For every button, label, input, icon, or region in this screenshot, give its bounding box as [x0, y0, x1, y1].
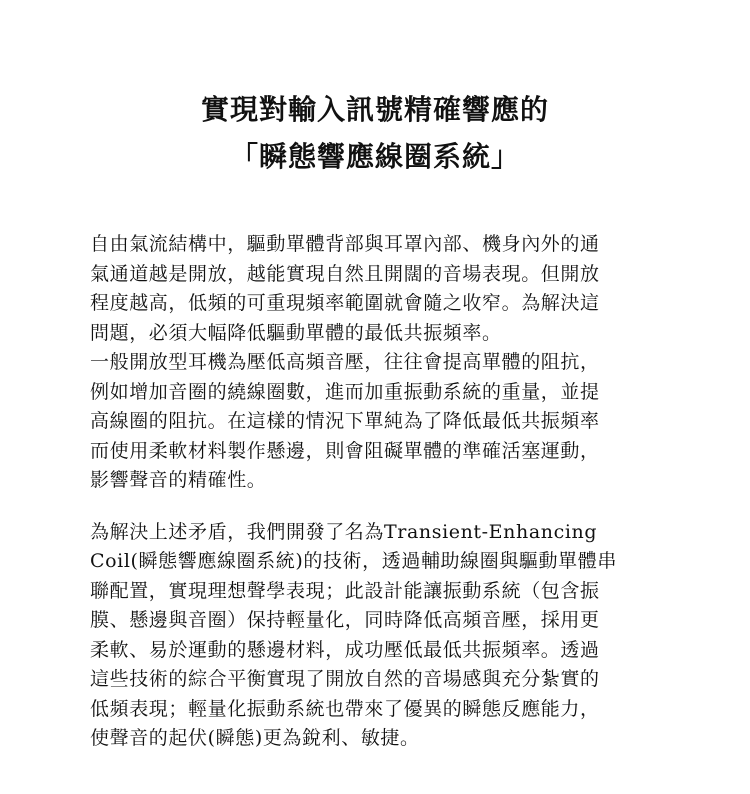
paragraph-line: 自由氣流結構中，驅動單體背部與耳罩內部、機身內外的通 — [90, 233, 600, 255]
paragraph-line: 使聲音的起伏(瞬態)更為銳利、敏捷。 — [90, 727, 420, 749]
paragraph-line: 膜、懸邊與音圈）保持輕量化，同時降低高頻音壓，採用更 — [90, 609, 600, 631]
paragraph-line: 聯配置，實現理想聲學表現；此設計能讓振動系統（包含振 — [90, 579, 600, 602]
paragraph-3 — [90, 518, 670, 754]
paragraph-line: 例如增加音圈的繞線圈數，進而加重振動系統的重量，並提 — [90, 380, 600, 403]
title-line-1: 實現對輸入訊號精確響應的 — [200, 93, 549, 126]
title-line-2: 「瞬態響應線圈系統」 — [229, 140, 520, 173]
paragraph-2 — [90, 348, 670, 496]
paragraph-line: Coil(瞬態響應線圈系統)的技術，透過輔助線圈與驅動單體串 — [90, 550, 617, 572]
paragraph-line: 高線圈的阻抗。在這樣的情況下單純為了降低最低共振頻率 — [90, 410, 600, 432]
paragraph-line: 而使用柔軟材料製作懸邊，則會阻礙單體的準確活塞運動， — [90, 439, 600, 462]
document-body — [90, 230, 670, 754]
paragraph-line: 為解決上述矛盾，我們開發了名為Transient-Enhancing — [90, 520, 598, 543]
paragraph-line: 柔軟、易於運動的懸邊材料，成功壓低最低共振頻率。透過 — [90, 638, 600, 661]
document-title — [0, 86, 750, 180]
paragraph-line: 問題，必須大幅降低驅動單體的最低共振頻率。 — [90, 321, 502, 344]
paragraph-line: 低頻表現；輕量化振動系統也帶來了優異的瞬態反應能力， — [90, 697, 600, 720]
paragraph-line: 影響聲音的精確性。 — [90, 469, 267, 491]
paragraph-line: 這些技術的綜合平衡實現了開放自然的音場感與充分紮實的 — [90, 668, 600, 690]
paragraph-1 — [90, 230, 670, 348]
paragraph-line: 氣通道越是開放，越能實現自然且開闊的音場表現。但開放 — [90, 262, 600, 285]
paragraph-line: 程度越高，低頻的可重現頻率範圍就會隨之收窄。為解決這 — [90, 292, 600, 314]
paragraph-line: 一般開放型耳機為壓低高頻音壓，往往會提高單體的阻抗， — [90, 351, 600, 373]
